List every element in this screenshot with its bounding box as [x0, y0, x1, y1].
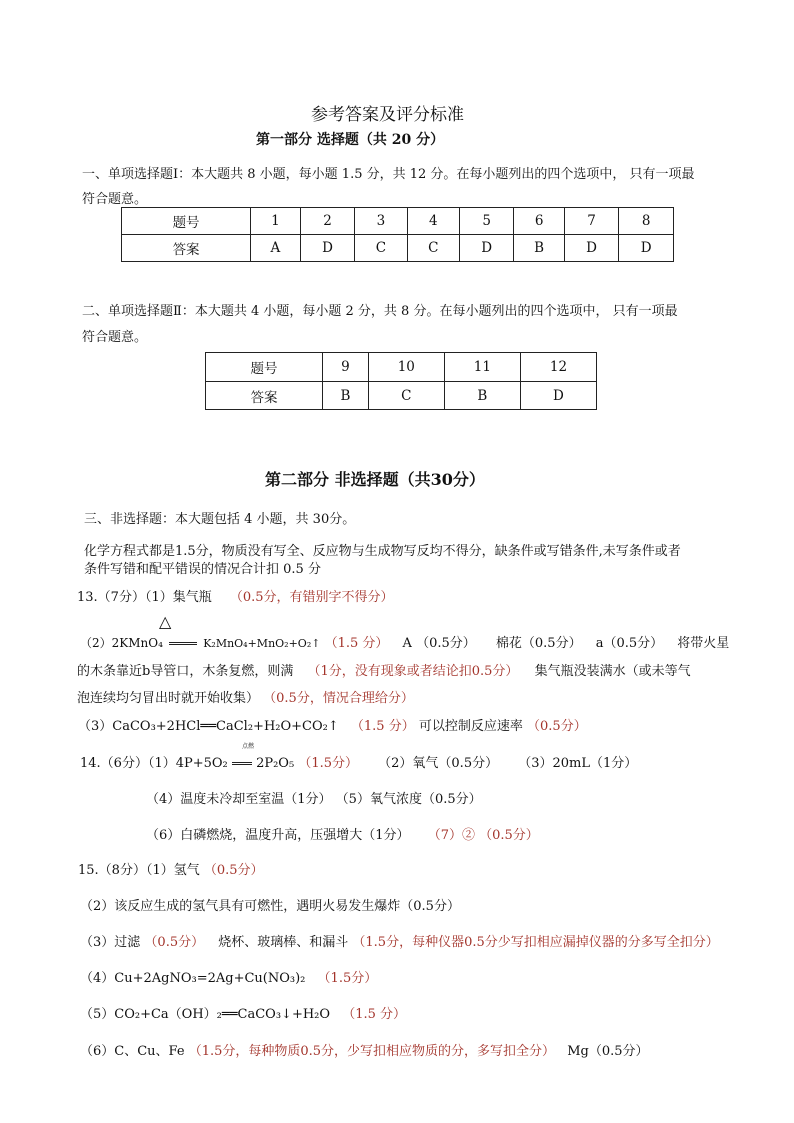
table2-answer-cell: C [368, 382, 444, 410]
table2-answer-cell: B [444, 382, 520, 410]
q15-answer-6: （6）C、Cu、Fe [80, 1044, 185, 1059]
q13-score-5: （1.5 分） [350, 719, 415, 734]
q13-line2 [80, 632, 729, 651]
q13-answer-rate: 可以控制反应速率 [418, 719, 523, 734]
q13-answer-error-cont: 泡连续均匀冒出时就开始收集） [77, 691, 260, 706]
q14-answer-6: （6）白磷燃烧，温度升高，压强增大（1分） [146, 828, 410, 843]
q15-equation-5: （5）CO₂+Ca（OH）₂══CaCO₃↓+H₂O [80, 1007, 331, 1022]
sec2-instruction: 二、单项选择题Ⅱ：本大题共 4 小题，每小题 2 分，共 8 分。在每小题列出的四个选项中， 只有一项最 [82, 304, 678, 319]
q15-score-1: （0.5分） [203, 863, 264, 878]
q14-line2: （4）温度未冷却至室温（1分） （5）氧气浓度（0.5分） [146, 792, 482, 807]
q14-answer-3: （3）20mL（1分） [518, 756, 638, 771]
table1-header-cell: 1 [251, 208, 301, 235]
q13-line1 [77, 586, 394, 605]
table2-header-cell: 11 [444, 353, 520, 382]
ignite-condition: 点燃 [242, 743, 255, 750]
sec1-instruction: 一、单项选择题Ⅰ：本大题共 8 小题，每小题 1.5 分，共 12 分。在每小题列出的四个选项中， 只有一项最 [82, 167, 695, 182]
q14-answer-7: （7）② [427, 828, 475, 843]
table1-header-cell: 2 [300, 208, 355, 235]
table2-header-cell: 12 [520, 353, 596, 382]
q15-answer-instruments: 烧杯、玻璃棒、和漏斗 [218, 935, 349, 950]
heat-condition-icon: △ [159, 612, 172, 631]
q14-product: 2P₂O₅ [256, 756, 295, 771]
part1-heading: 第一部分 选择题（共 20 分） [256, 132, 445, 148]
table1-header-cell: 题号 [122, 208, 251, 235]
table1-answer-cell: D [300, 235, 355, 262]
q14-line1 [80, 752, 637, 771]
table1-answer-cell: B [514, 235, 564, 262]
q14-reactant: 14.（6分）（1）4P+5O₂ [80, 756, 228, 771]
table2-header-cell: 10 [368, 353, 444, 382]
table2-answer-cell: 答案 [206, 382, 323, 410]
q13-answer-port: a（0.5分） [595, 636, 664, 651]
q13-answer-error: 集气瓶没装满水（或未等气 [534, 664, 691, 679]
table1-answer-cell: C [355, 235, 407, 262]
table2-header-cell: 题号 [206, 353, 323, 382]
q13-score-4: （0.5分，情况合理给分） [263, 691, 414, 706]
table2-header-cell: 9 [323, 353, 369, 382]
q15-answer-1: 15.（8分）（1）氢气 [78, 863, 200, 878]
q15-equation-4: （4）Cu+2AgNO₃=2Ag+Cu(NO₃)₂ [80, 971, 306, 986]
q15-score-6: （1.5分，每种物质0.5分，少写扣相应物质的分，多写扣全分） [188, 1044, 556, 1059]
part2-intro: 三、非选择题：本大题包括 4 小题，共 30分。 [84, 512, 356, 527]
table1-header-cell: 7 [564, 208, 619, 235]
q15-line1 [78, 859, 264, 878]
table1-answer-cell: C [407, 235, 459, 262]
q15-score-4: （1.5分） [317, 971, 378, 986]
table1-answer-cell: A [251, 235, 301, 262]
table1-header-cell: 4 [407, 208, 459, 235]
part2-heading: 第二部分 非选择题（共30分） [265, 470, 485, 489]
table1-answer-cell: D [564, 235, 619, 262]
q13-score-6: （0.5分） [527, 719, 587, 734]
q15-score-instruments: （1.5分，每种仪器0.5分少写扣相应漏掉仪器的分多写全扣分） [352, 935, 719, 950]
q15-answer-3: （3）过滤 [80, 935, 141, 950]
q15-line3 [80, 931, 719, 950]
q14-score-1: （1.5分） [298, 756, 358, 771]
answer-table-1 [121, 207, 674, 262]
q14-line3 [146, 824, 539, 843]
table1-header-cell: 5 [459, 208, 514, 235]
q15-line4 [80, 967, 377, 986]
table2-answer-cell: D [520, 382, 596, 410]
scoring-rule-cont: 条件写错和配平错误的情况合计扣 0.5 分 [84, 562, 321, 577]
q13-reactant: （2）2KMnO₄ [80, 636, 163, 650]
q13-answer-a: A （0.5分） [402, 636, 476, 651]
q15-answer-mg: Mg（0.5分） [567, 1044, 649, 1059]
q13-answer-cont: 将带火星 [677, 636, 730, 651]
q13-score-3: （1分，没有现象或者结论扣0.5分） [307, 664, 519, 679]
q13-answer-1: 13.（7分）（1）集气瓶 [77, 590, 212, 605]
table1-header-cell: 3 [355, 208, 407, 235]
q14-score-7: （0.5分） [479, 828, 539, 843]
q15-score-5: （1.5 分） [342, 1007, 406, 1022]
equation-double-line [169, 642, 197, 645]
sec2-instruction-cont: 符合题意。 [82, 330, 148, 345]
table1-answer-cell: D [459, 235, 514, 262]
q15-line6 [80, 1040, 649, 1059]
table2-answer-cell: B [323, 382, 369, 410]
equation-double-line [232, 762, 252, 765]
table1-answer-cell: 答案 [122, 235, 251, 262]
q13-equation-2: （3）CaCO₃+2HCl══CaCl₂+H₂O+CO₂↑ [78, 719, 339, 734]
q13-line4 [77, 687, 414, 706]
q13-line3 [77, 660, 691, 679]
q13-answer-cotton: 棉花（0.5分） [495, 636, 582, 651]
table1-header-cell: 8 [619, 208, 674, 235]
q13-score-2: （1.5 分） [324, 636, 389, 651]
scoring-rule: 化学方程式都是1.5分，物质没有写全、反应物与生成物写反均不得分，缺条件或写错条件,未写条件或者 [84, 544, 681, 559]
q13-line5 [78, 715, 587, 734]
q13-products: K₂MnO₄+MnO₂+O₂↑ [203, 637, 321, 650]
q15-line2: （2）该反应生成的氢气具有可燃性，遇明火易发生爆炸（0.5分） [80, 899, 460, 914]
answer-table-2 [205, 352, 597, 410]
q15-score-3: （0.5分） [144, 935, 205, 950]
sec1-instruction-cont: 符合题意。 [82, 192, 148, 207]
table1-header-cell: 6 [514, 208, 564, 235]
q13-score-1: （0.5分，有错别字不得分） [229, 590, 394, 605]
table1-answer-cell: D [619, 235, 674, 262]
page-title: 参考答案及评分标准 [311, 105, 464, 125]
q14-answer-2: （2）氧气（0.5分） [378, 756, 499, 771]
q13-answer-test: 的木条靠近b导管口，木条复燃，则满 [77, 664, 294, 679]
q15-line5 [80, 1003, 406, 1022]
